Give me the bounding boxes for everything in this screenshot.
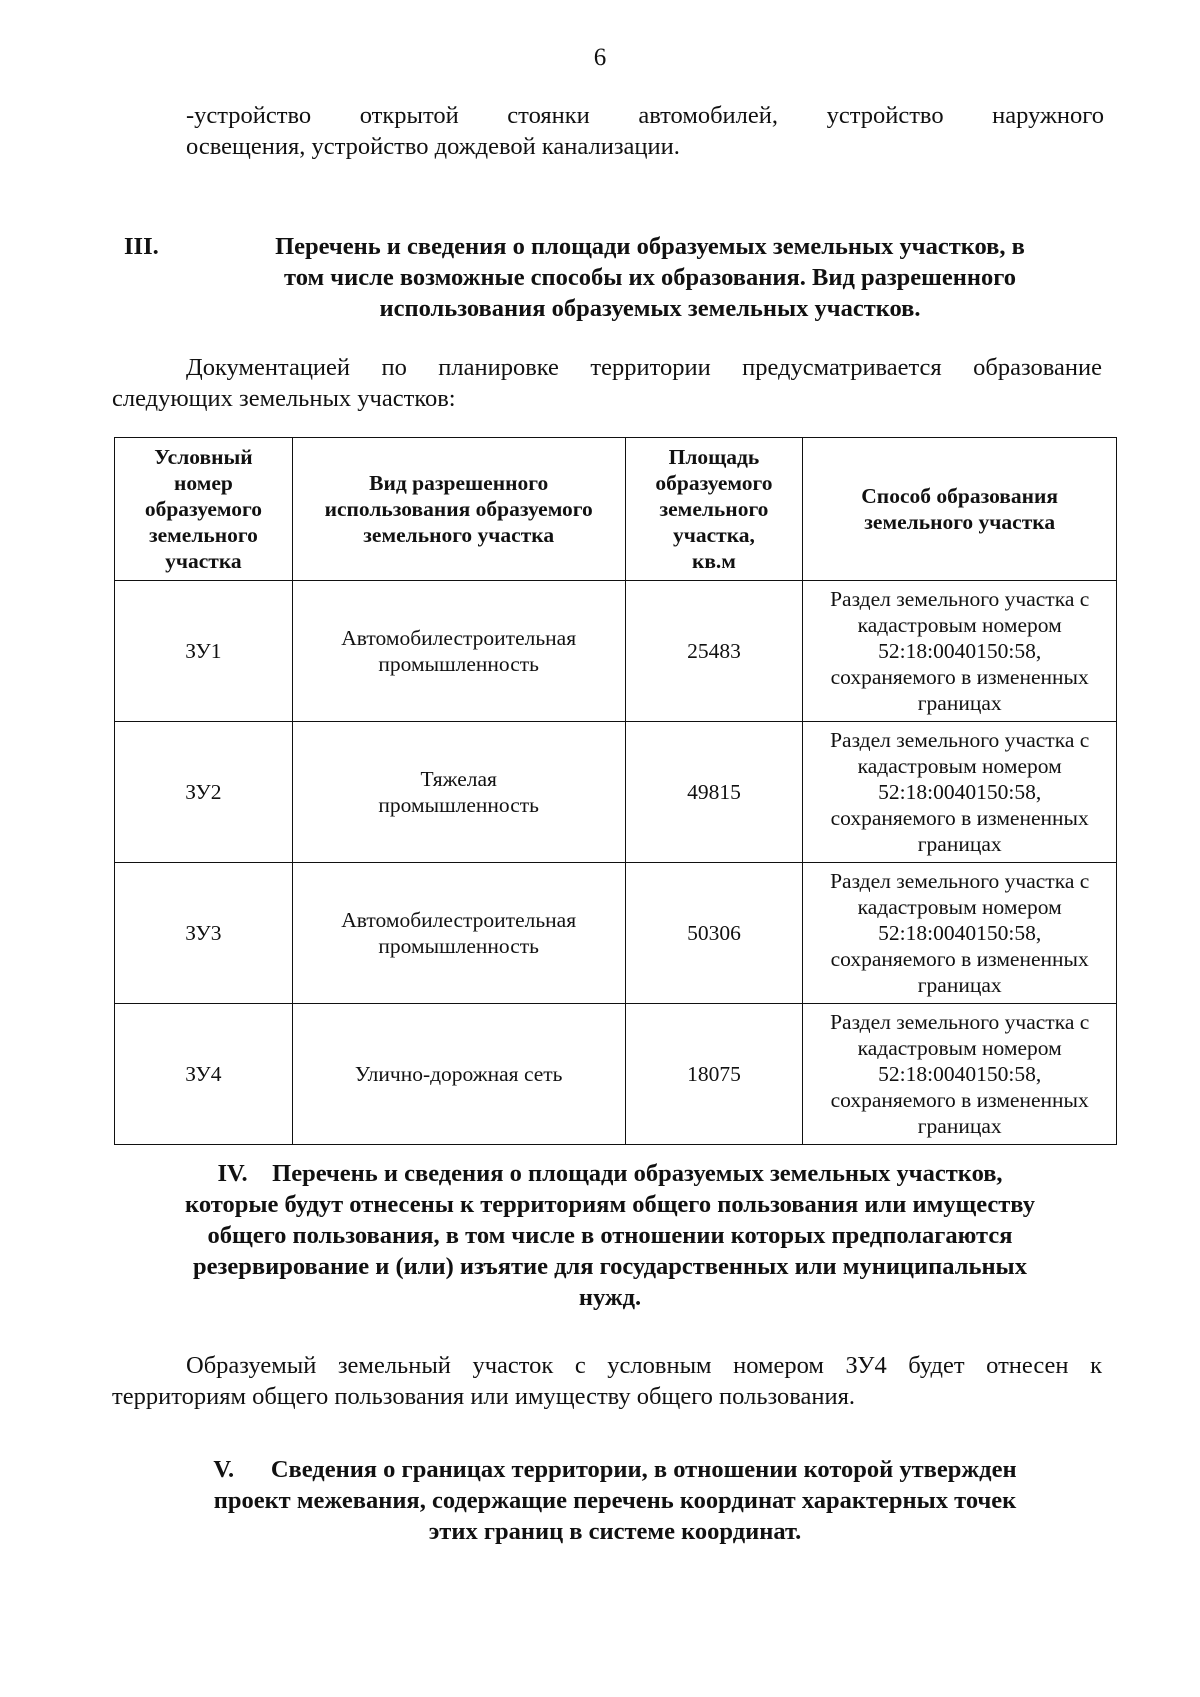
section-5-heading — [120, 1454, 1110, 1547]
header-permitted-use: Вид разрешенного использования образуемого земельного участка — [292, 438, 625, 581]
cell-formation-method: Раздел земельного участка с кадастровым номером 52:18:0040150:58, сохраняемого в измененных границах — [803, 863, 1117, 1004]
section-5-title-line-2: проект межевания, содержащие перечень координат характерных точек — [213, 1487, 1017, 1514]
table-row — [115, 581, 1117, 722]
cell-area: 49815 — [625, 722, 803, 863]
cell-area: 50306 — [625, 863, 803, 1004]
cell-permitted-use: Тяжелая промышленность — [292, 722, 625, 863]
section-4-title-line-3: общего пользования, в том числе в отношении которых предполагаются — [207, 1222, 1013, 1249]
section-3-title-line-3: использования образуемых земельных участков. — [379, 295, 921, 322]
intro-line-2: освещения, устройство дождевой канализации. — [186, 133, 680, 160]
header-formation-method: Способ образования земельного участка — [803, 438, 1117, 581]
cell-area: 18075 — [625, 1004, 803, 1145]
section-4-paragraph — [112, 1350, 1102, 1412]
header-area: Площадь образуемого земельного участка, кв.м — [625, 438, 803, 581]
section-5-title-line-3: этих границ в системе координат. — [428, 1518, 802, 1545]
cell-formation-method: Раздел земельного участка с кадастровым номером 52:18:0040150:58, сохраняемого в измененных границах — [803, 722, 1117, 863]
section-5-title-line-1: V. Сведения о границах территории, в отношении которой утвержден — [213, 1456, 1017, 1483]
cell-formation-method: Раздел земельного участка с кадастровым номером 52:18:0040150:58, сохраняемого в измененных границах — [803, 581, 1117, 722]
cell-plot-number: ЗУ1 — [115, 581, 293, 722]
table-row — [115, 863, 1117, 1004]
section-3-text-first: Документацией по планировке территории предусматривается образование — [186, 354, 1102, 381]
cell-permitted-use: Улично-дорожная сеть — [292, 1004, 625, 1145]
cell-permitted-use: Автомобилестроительная промышленность — [292, 581, 625, 722]
section-3-title-line-1: Перечень и сведения о площади образуемых земельных участков, в — [275, 233, 1025, 260]
table-row — [115, 722, 1117, 863]
cell-plot-number: ЗУ4 — [115, 1004, 293, 1145]
section-4-title-line-2: которые будут отнесены к территориям общего пользования или имуществу — [185, 1191, 1035, 1218]
land-plots-table — [114, 437, 1117, 1145]
section-4-heading — [110, 1158, 1110, 1313]
page-number: 6 — [593, 44, 607, 71]
table-header-row — [115, 438, 1117, 581]
cell-formation-method: Раздел земельного участка с кадастровым номером 52:18:0040150:58, сохраняемого в измененных границах — [803, 1004, 1117, 1145]
intro-line-1: -устройство открытой стоянки автомобилей, устройство наружного — [186, 102, 1104, 129]
section-4-title-line-4: резервирование и (или) изъятие для государственных или муниципальных — [193, 1253, 1027, 1280]
section-3-paragraph — [112, 352, 1102, 414]
intro-paragraph — [186, 100, 1104, 162]
section-4-text-first: Образуемый земельный участок с условным номером ЗУ4 будет отнесен к — [186, 1352, 1102, 1379]
section-3-text-rest: следующих земельных участков: — [112, 385, 456, 412]
section-4-title-line-5: нужд. — [578, 1284, 642, 1311]
section-3-number: III. — [124, 233, 159, 260]
cell-permitted-use: Автомобилестроительная промышленность — [292, 863, 625, 1004]
cell-area: 25483 — [625, 581, 803, 722]
section-3-heading — [110, 231, 1120, 324]
section-3-title-line-2: том числе возможные способы их образования. Вид разрешенного — [284, 264, 1016, 291]
cell-plot-number: ЗУ2 — [115, 722, 293, 863]
header-plot-number: Условный номер образуемого земельного участка — [115, 438, 293, 581]
section-4-text-rest: территориям общего пользования или имуществу общего пользования. — [112, 1383, 856, 1410]
section-4-title-line-1: IV. Перечень и сведения о площади образуемых земельных участков, — [217, 1160, 1003, 1187]
table-row — [115, 1004, 1117, 1145]
cell-plot-number: ЗУ3 — [115, 863, 293, 1004]
